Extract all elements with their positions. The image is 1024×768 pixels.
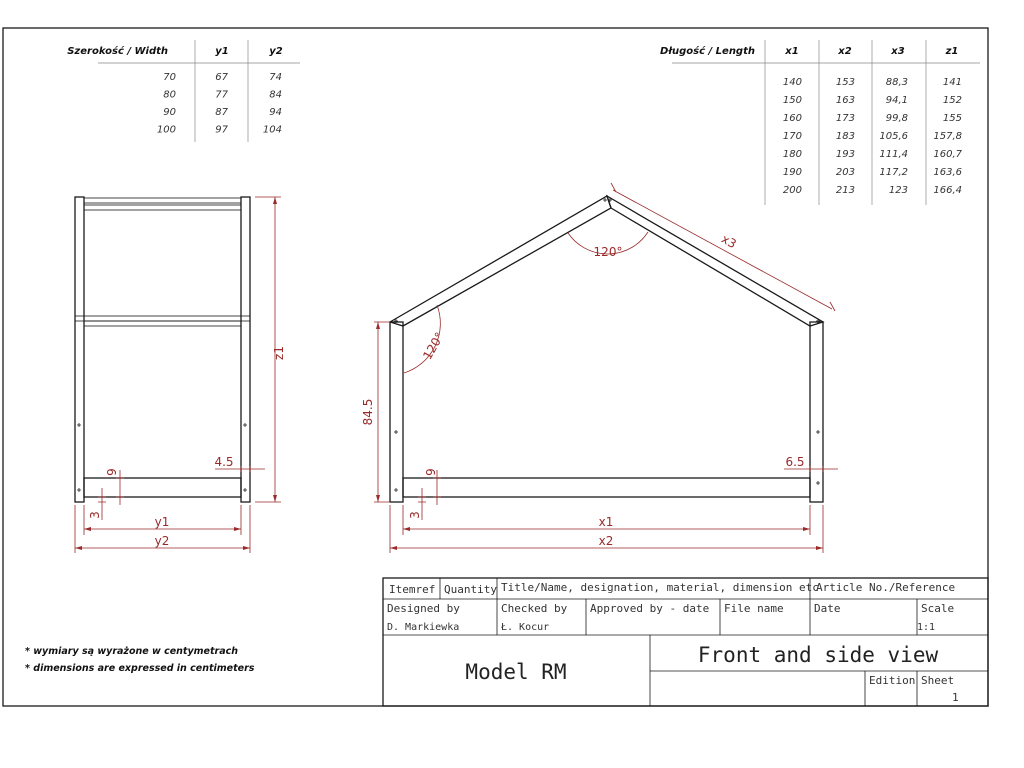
length-table-cell: 111,4 (879, 149, 908, 160)
side-z1-label: z1 (272, 346, 286, 360)
width-table-cell: 94 (269, 107, 282, 118)
length-table-cell: 163,6 (933, 167, 962, 178)
length-table (660, 40, 980, 205)
side-view (75, 197, 286, 553)
length-table-cell: 173 (835, 113, 855, 124)
width-table-cell: 100 (156, 124, 176, 136)
front-x3-dim-line (611, 183, 835, 311)
front-roof-right (607, 196, 823, 326)
front-x3-label: x3 (719, 231, 739, 252)
length-table-cell: 193 (835, 149, 855, 160)
side-y1-label: y1 (154, 515, 170, 529)
length-table-cell: 140 (782, 77, 802, 88)
length-table-header-cell: Długość / Length (659, 46, 755, 57)
width-table-cell: 84 (269, 89, 282, 101)
front-left-wall (390, 322, 403, 502)
length-table-cell: 141 (942, 77, 962, 88)
length-table-cell: 94,1 (885, 95, 908, 106)
width-table-header-cell: Szerokość / Width (67, 46, 168, 57)
tb-sheet-value: 1 (952, 691, 959, 704)
side-top-rail (84, 198, 241, 203)
length-table-cell: 157,8 (933, 131, 962, 142)
tb-model-name: Model RM (465, 660, 567, 684)
tb-edition-label: Edition (869, 674, 916, 687)
length-table-cell: 88,3 (885, 77, 908, 88)
width-table-cell: 97 (215, 124, 228, 136)
front-9-label: 9 (424, 468, 438, 476)
tb-approved-label: Approved by - date (590, 602, 710, 615)
width-table-cell: 80 (163, 89, 176, 101)
front-x1-label: x1 (598, 515, 614, 529)
front-top-angle-label: 120° (593, 245, 623, 259)
front-view (361, 183, 838, 553)
front-3-label: 3 (408, 511, 422, 519)
side-top-rail (84, 205, 241, 210)
length-table-cell: 155 (942, 113, 962, 124)
front-x2-label: x2 (598, 534, 614, 548)
length-table-header-cell: x1 (785, 46, 799, 57)
front-bottom-rail (403, 478, 810, 497)
length-table-cell: 200 (782, 185, 802, 196)
note-polish: * wymiary są wyrażone w centymetrach (25, 646, 239, 657)
side-right-post (241, 197, 250, 502)
tb-scale-value: 1:1 (917, 622, 936, 633)
front-screws (394, 198, 820, 492)
side-45-label: 4.5 (214, 455, 234, 469)
tb-date-label: Date (814, 602, 841, 615)
tb-filename-label: File name (724, 602, 784, 615)
width-table-cell: 67 (215, 72, 228, 83)
width-table-header-cell: y2 (269, 46, 283, 57)
title-block (383, 578, 988, 706)
side-middle-rail (84, 321, 241, 326)
side-9-label: 9 (105, 468, 119, 476)
tb-itemref-label: Itemref (389, 583, 436, 596)
length-table-cell: 180 (782, 149, 802, 160)
length-table-cell: 160,7 (933, 149, 962, 160)
side-3-label: 3 (88, 511, 102, 519)
side-left-post (75, 197, 84, 502)
width-table (67, 40, 300, 142)
front-left-angle-label: 120° (420, 329, 447, 363)
front-height-label: 84.5 (361, 398, 375, 426)
tb-designed-label: Designed by (387, 602, 460, 615)
tb-designed-value: D. Markiewka (387, 622, 460, 633)
front-right-wall (810, 322, 823, 502)
length-table-cell: 160 (782, 113, 802, 124)
length-table-cell: 152 (942, 95, 962, 106)
length-table-cell: 150 (782, 95, 802, 106)
tb-view-title: Front and side view (697, 643, 939, 667)
width-table-cell: 104 (262, 124, 282, 136)
front-roof-left (390, 196, 611, 326)
length-table-header-cell: x3 (891, 46, 905, 57)
tb-checked-value: Ł. Kocur (501, 622, 550, 633)
length-table-cell: 99,8 (885, 113, 908, 124)
tb-scale-label: Scale (921, 602, 955, 615)
width-table-cell: 77 (215, 89, 228, 101)
length-table-cell: 166,4 (933, 185, 962, 196)
length-table-cell: 123 (888, 185, 908, 196)
side-bottom-rail (84, 478, 241, 497)
width-table-cell: 70 (163, 72, 176, 83)
length-table-cell: 190 (782, 167, 802, 178)
length-table-cell: 153 (835, 77, 855, 88)
length-table-header-cell: x2 (838, 46, 852, 57)
front-height-dim-line (374, 322, 390, 502)
width-table-cell: 74 (269, 72, 282, 83)
width-table-header-cell: y1 (215, 46, 229, 57)
length-table-cell: 213 (835, 185, 855, 196)
length-table-header-cell: z1 (945, 46, 959, 57)
tb-sheet-label: Sheet (921, 674, 955, 687)
tb-checked-label: Checked by (501, 602, 568, 615)
tb-title-label: Title/Name, designation, material, dimension etc (501, 581, 819, 594)
length-table-cell: 203 (835, 167, 855, 178)
length-table-cell: 163 (835, 95, 855, 106)
length-table-cell: 105,6 (879, 131, 908, 142)
width-table-cell: 90 (163, 107, 176, 118)
tb-article-label: Article No./Reference (816, 581, 956, 594)
width-table-cell: 87 (215, 107, 228, 118)
length-table-cell: 117,2 (879, 167, 908, 178)
length-table-cell: 183 (835, 131, 855, 142)
length-table-cell: 170 (782, 131, 802, 142)
side-y2-label: y2 (154, 534, 170, 548)
front-65-label: 6.5 (785, 455, 805, 469)
side-middle-rail (75, 316, 250, 321)
tb-quantity-label: Quantity (444, 583, 497, 596)
note-english: * dimensions are expressed in centimeters (25, 663, 255, 674)
